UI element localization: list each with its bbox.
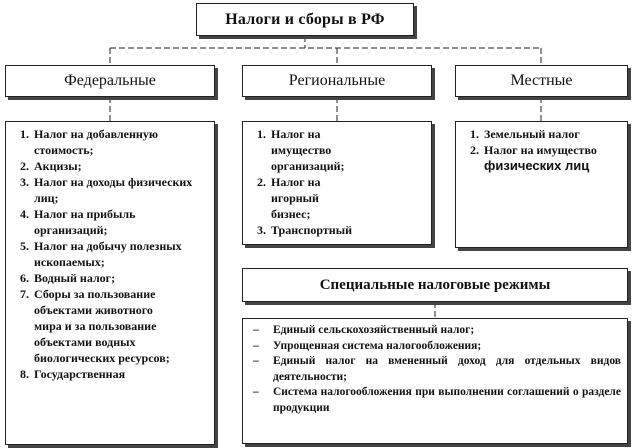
list-item: 4. Налог на прибыль организаций; [32,206,210,238]
local-tax-list [455,121,628,248]
list-item: 2. Акцизы; [32,158,210,174]
list-item: 8. Государственная [32,366,210,382]
list-item: – Единый налог на вмененный доход для отдельных видов деятельности; [253,355,621,383]
federal-tax-list [5,121,215,445]
special-regimes-list [242,318,628,444]
list-item: 1. Земельный налог [482,126,623,142]
dash-bullet: – [253,324,259,336]
dash-bullet: – [253,355,259,367]
list-item: 7. Сборы за пользование объектами животного мира и за пользование объектами водных биологических ресурсов; [32,286,210,366]
federal-heading: Федеральные [5,65,215,97]
list-item-continuation: физических лиц [484,158,590,173]
list-item [482,142,623,174]
list-item: – Система налогообложения при выполнении соглашений о разделе продукции [253,386,621,414]
list-item: 1. Налог на имущество организаций; [269,126,347,174]
diagram-title: Налоги и сборы в РФ [196,3,414,36]
special-regimes-heading: Специальные налоговые режимы [242,268,628,302]
list-item: 5. Налог на добычу полезных ископаемых; [32,238,210,270]
local-heading: Местные [455,65,628,97]
list-item-text: Налог на имущество [484,143,597,157]
regional-heading: Региональные [242,65,432,97]
dash-bullet: – [253,386,259,398]
list-item: 3. Транспортный [269,222,377,238]
list-item: 2. Налог на игорный бизнес; [269,174,357,222]
dash-bullet: – [253,339,259,352]
regional-tax-list [242,121,432,245]
list-item: 6. Водный налог; [32,270,210,286]
list-item: – Упрощенная система налогообложения; [249,339,621,355]
list-item: 1. Налог на добавленную стоимость; [32,126,210,158]
list-item: 3. Налог на доходы физических лиц; [32,174,210,206]
list-item: – Единый сельскохозяйственный налог; [249,323,621,339]
